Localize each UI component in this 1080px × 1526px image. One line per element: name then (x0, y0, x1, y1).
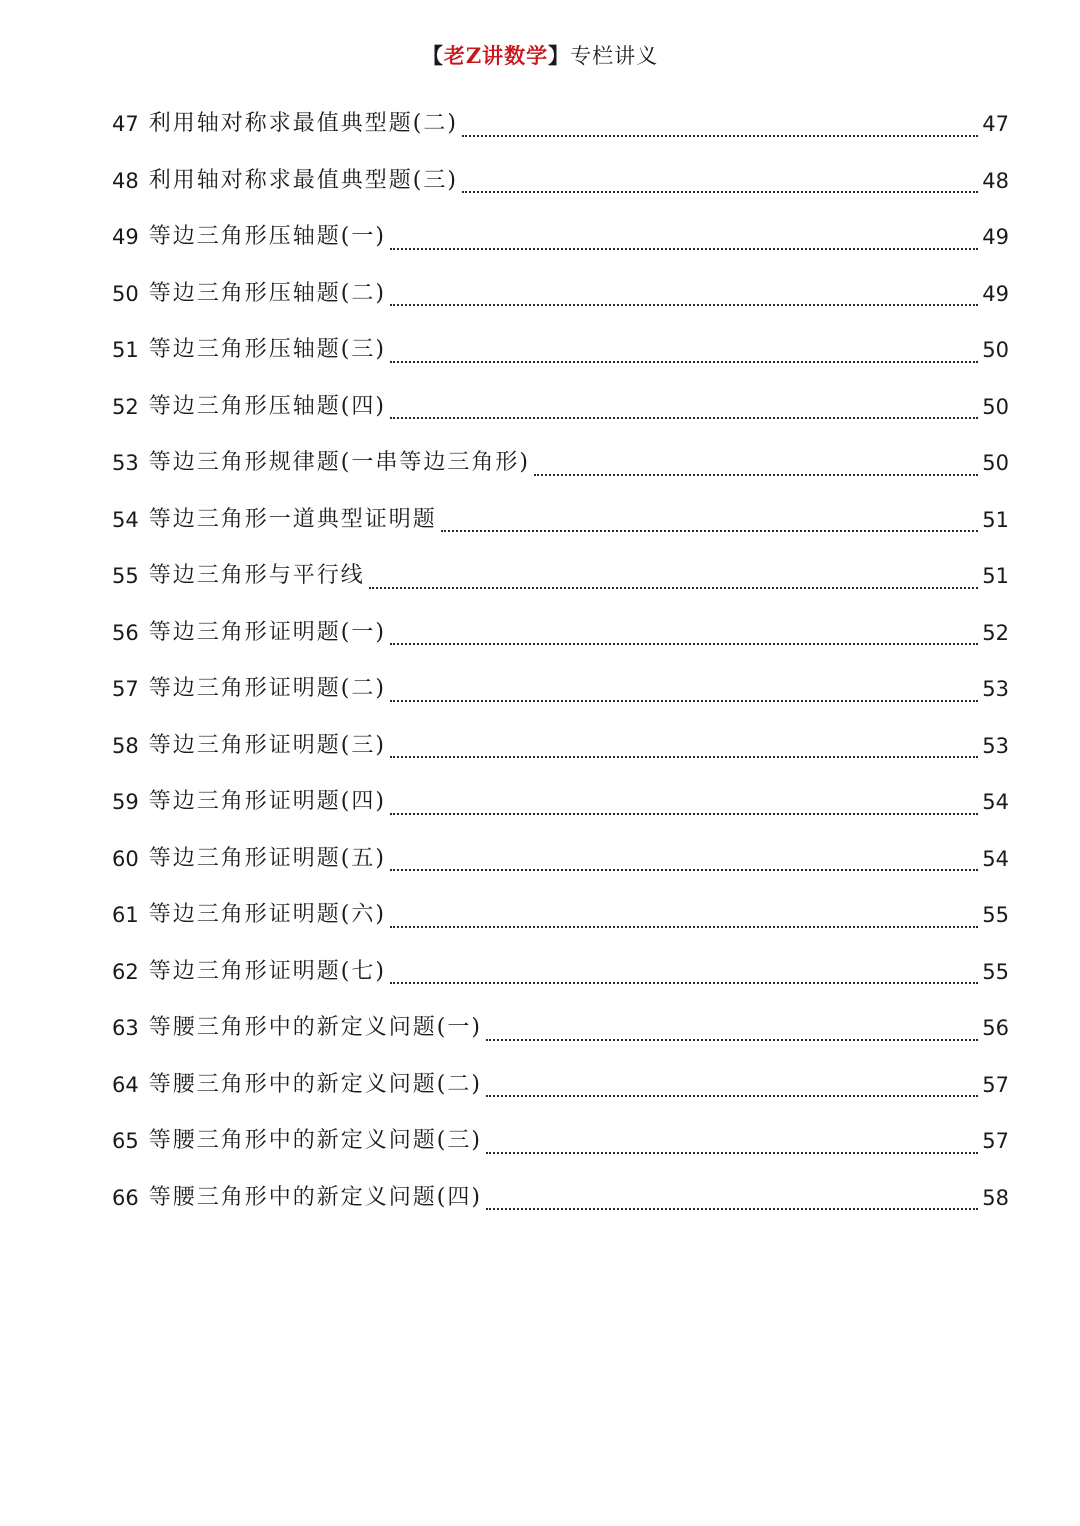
toc-entry-page: 53 (982, 677, 1009, 701)
header-brand: 老Z讲数学 (443, 43, 549, 68)
toc-dot-leader (390, 417, 978, 419)
toc-entry-page: 50 (982, 394, 1009, 419)
toc-entry-title: 等边三角形与平行线 (148, 563, 365, 588)
toc-entry-title: 等边三角形证明题(六) (148, 902, 386, 927)
toc-entry-number: 60 (112, 846, 139, 871)
toc-entry-55[interactable] (112, 548, 1009, 605)
toc-dot-leader (390, 248, 978, 250)
toc-entry-title: 等腰三角形中的新定义问题(一) (148, 1015, 482, 1040)
toc-entry-page: 51 (982, 507, 1009, 532)
toc-dot-leader (390, 361, 978, 363)
toc-entry-page: 54 (982, 846, 1009, 871)
toc-entry-number: 52 (112, 394, 139, 419)
toc-entry-title: 等边三角形证明题(五) (148, 845, 386, 871)
toc-entry-title: 等边三角形一道典型证明题 (148, 506, 437, 532)
toc-entry-title: 等边三角形证明题(四) (148, 789, 386, 814)
toc-entry-title: 等边三角形证明题(七) (148, 958, 386, 984)
toc-entry-number: 63 (112, 1016, 139, 1040)
toc-entry-number: 53 (112, 451, 139, 475)
toc-entry-title: 利用轴对称求最值典型题(三) (148, 167, 458, 193)
toc-entry-59[interactable] (112, 774, 1009, 831)
toc-entry-page: 47 (982, 112, 1009, 136)
toc-entry-number: 48 (112, 168, 139, 193)
toc-entry-page: 54 (982, 790, 1009, 814)
toc-entry-page: 52 (982, 620, 1009, 645)
toc-entry-number: 65 (112, 1129, 139, 1153)
toc-entry-title: 等边三角形压轴题(四) (148, 393, 386, 419)
toc-entry-number: 50 (112, 281, 139, 306)
toc-entry-page: 50 (982, 338, 1009, 362)
toc-entry-title: 等腰三角形中的新定义问题(二) (148, 1071, 482, 1097)
toc-dot-leader (390, 926, 978, 928)
toc-entry-number: 47 (112, 112, 139, 136)
toc-dot-leader (390, 982, 978, 984)
table-of-contents (112, 96, 1009, 1226)
toc-entry-62[interactable] (112, 944, 1009, 1001)
toc-dot-leader (486, 1208, 978, 1210)
toc-entry-page: 57 (982, 1129, 1009, 1153)
toc-dot-leader (462, 191, 978, 193)
toc-entry-number: 55 (112, 564, 139, 588)
toc-entry-number: 66 (112, 1185, 139, 1210)
toc-entry-56[interactable] (112, 605, 1009, 662)
toc-entry-53[interactable] (112, 435, 1009, 492)
page-header (0, 40, 1080, 72)
toc-entry-47[interactable] (112, 96, 1009, 153)
toc-entry-page: 55 (982, 959, 1009, 984)
toc-dot-leader (486, 1095, 978, 1097)
header-bracket-close: 】 (548, 43, 571, 68)
toc-entry-52[interactable] (112, 379, 1009, 436)
toc-entry-title: 等边三角形证明题(二) (148, 676, 386, 701)
toc-dot-leader (441, 530, 979, 532)
toc-entry-page: 56 (982, 1016, 1009, 1040)
toc-dot-leader (390, 304, 978, 306)
toc-entry-60[interactable] (112, 831, 1009, 888)
header-bracket-open: 【 (421, 43, 444, 68)
toc-entry-57[interactable] (112, 661, 1009, 718)
toc-entry-66[interactable] (112, 1170, 1009, 1227)
toc-entry-title: 等边三角形压轴题(一) (148, 224, 386, 249)
toc-entry-58[interactable] (112, 718, 1009, 775)
header-subtitle: 专栏讲义 (570, 44, 659, 68)
toc-dot-leader (462, 135, 978, 137)
toc-entry-63[interactable] (112, 1000, 1009, 1057)
toc-entry-page: 57 (982, 1072, 1009, 1097)
toc-dot-leader (486, 1152, 978, 1154)
toc-entry-64[interactable] (112, 1057, 1009, 1114)
toc-entry-title: 等边三角形证明题(一) (148, 619, 386, 645)
toc-dot-leader (390, 756, 978, 758)
toc-entry-49[interactable] (112, 209, 1009, 266)
toc-dot-leader (390, 643, 978, 645)
toc-entry-page: 48 (982, 168, 1009, 193)
toc-entry-number: 57 (112, 677, 139, 701)
toc-entry-number: 51 (112, 338, 139, 362)
toc-entry-65[interactable] (112, 1113, 1009, 1170)
toc-entry-number: 64 (112, 1072, 139, 1097)
toc-entry-page: 58 (982, 1185, 1009, 1210)
toc-entry-51[interactable] (112, 322, 1009, 379)
toc-entry-title: 等腰三角形中的新定义问题(三) (148, 1128, 482, 1153)
toc-entry-title: 等腰三角形中的新定义问题(四) (148, 1184, 482, 1210)
toc-entry-page: 50 (982, 451, 1009, 475)
toc-entry-number: 59 (112, 790, 139, 814)
toc-entry-number: 58 (112, 733, 139, 758)
toc-entry-page: 53 (982, 733, 1009, 758)
toc-entry-number: 61 (112, 903, 139, 927)
toc-entry-number: 49 (112, 225, 139, 249)
toc-dot-leader (390, 869, 978, 871)
toc-entry-title: 等边三角形压轴题(三) (148, 337, 386, 362)
toc-entry-page: 49 (982, 281, 1009, 306)
toc-entry-title: 等边三角形压轴题(二) (148, 280, 386, 306)
toc-entry-title: 等边三角形规律题(一串等边三角形) (148, 450, 530, 475)
toc-entry-48[interactable] (112, 153, 1009, 210)
toc-dot-leader (534, 474, 978, 476)
toc-entry-50[interactable] (112, 266, 1009, 323)
toc-dot-leader (486, 1039, 978, 1041)
toc-entry-54[interactable] (112, 492, 1009, 549)
toc-entry-page: 49 (982, 225, 1009, 249)
toc-entry-61[interactable] (112, 887, 1009, 944)
toc-entry-page: 55 (982, 903, 1009, 927)
toc-dot-leader (390, 813, 978, 815)
toc-entry-number: 56 (112, 620, 139, 645)
toc-entry-page: 51 (982, 564, 1009, 588)
toc-entry-title: 利用轴对称求最值典型题(二) (148, 111, 458, 136)
toc-entry-title: 等边三角形证明题(三) (148, 732, 386, 758)
toc-entry-number: 62 (112, 959, 139, 984)
toc-entry-number: 54 (112, 507, 139, 532)
toc-dot-leader (369, 587, 979, 589)
toc-dot-leader (390, 700, 978, 702)
